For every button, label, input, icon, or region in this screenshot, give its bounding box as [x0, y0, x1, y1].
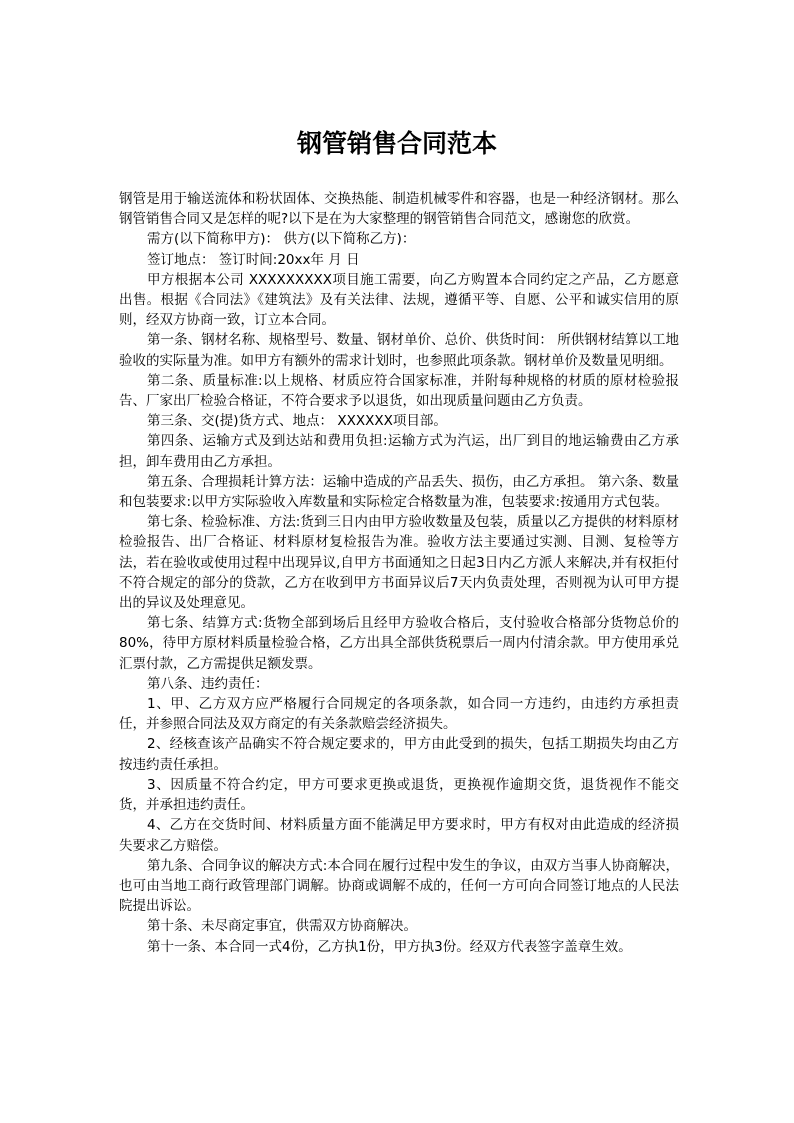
liability-item-1: 1、甲、乙方双方应严格履行合同规定的各项条款，如合同一方违约，由违约方承担责任，并参照合同法及双方商定的有关条款赔尝经济损失。	[119, 696, 679, 733]
signing-info-line: 签订地点： 签订时间:20xx年 月 日	[147, 251, 360, 268]
article-10-paragraph: 第十条、未尽商定事宜，供需双方协商解决。	[147, 918, 417, 935]
preamble-paragraph: 甲方根据本公司 XXXXXXXXX项目施工需要，向乙方购置本合同约定之产品，乙方愿意出售。根据《合同法》《建筑法》及有关法律、法规，遵循平等、自愿、公平和诚实信用的原则，经双方协商一致，订立本合同。	[119, 271, 679, 329]
article-3-paragraph: 第三条、交(提)货方式、地点： XXXXXX项目部。	[147, 413, 447, 430]
intro-paragraph: 钢管是用于输送流体和粉状固体、交换热能、制造机械零件和容器，也是一种经济钢材。那么钢管销售合同又是怎样的呢?以下是在为大家整理的钢管销售合同范文，感谢您的欣赏。	[119, 191, 679, 228]
article-5-6-paragraph: 第五条、合理损耗计算方法：运输中造成的产品丢失、损伤，由乙方承担。 第六条、数量和包装要求:以甲方实际验收入库数量和实际检定合格数量为准，包装要求:按通用方式包装。	[119, 473, 679, 511]
article-2-paragraph: 第二条、质量标准:以上规格、材质应符合国家标准，并附每种规格的材质的原材检验报告、厂家出厂检验合格证，不符合要求予以退货，如出现质量问题由乙方负责。	[119, 372, 679, 410]
liability-item-2: 2、经核查该产品确实不符合规定要求的，甲方由此受到的损失，包括工期损失均由乙方按违约责任承担。	[119, 736, 679, 773]
liability-item-4: 4、乙方在交货时间、材料质量方面不能满足甲方要求时，甲方有权对由此造成的经济损失要求乙方赔偿。	[119, 817, 679, 854]
parties-line: 需方(以下简称甲方)： 供方(以下简称乙方)：	[147, 231, 416, 248]
page-title: 钢管销售合同范本	[296, 129, 497, 158]
article-11-paragraph: 第十一条、本合同一式4份，乙方执1份，甲方执3份。经双方代表签字盖章生效。	[147, 938, 632, 955]
article-7-inspection-paragraph: 第七条、检验标准、方法:货到三日内由甲方验收数量及包装，质量以乙方提供的材料原材检验报告、出厂合格证、材料原材复检报告为准。验收方法主要通过实测、目测、复检等方法，若在验收或使用过程中出现异议,自甲方书面通知之日起3日内乙方派人来解决,并有权拒付不符合规定的部分的贷款，乙方在收到甲方书面异议后7天内负责处理，否则视为认可甲方提出的异议及处理意见。	[119, 514, 679, 612]
article-7-settlement-paragraph: 第七条、结算方式:货物全部到场后且经甲方验收合格后，支付验收合格部分货物总价的80%，待甲方原材料质量检验合格，乙方出具全部供货税票后一周内付清余款。甲方使用承兑汇票付款，乙方需提供足额发票。	[119, 615, 679, 672]
liability-item-3: 3、因质量不符合约定，甲方可要求更换或退货，更换视作逾期交货，退货视作不能交货，并承担违约责任。	[119, 776, 679, 814]
article-1-paragraph: 第一条、钢材名称、规格型号、数量、钢材单价、总价、供货时间： 所供钢材结算以工地验收的实际量为准。如甲方有额外的需求计划时，也参照此项条款。钢材单价及数量见明细。	[119, 332, 679, 369]
article-8-heading: 第八条、违约责任：	[147, 675, 269, 692]
contract-body	[119, 189, 679, 957]
article-4-paragraph: 第四条、运输方式及到达站和费用负担:运输方式为汽运，出厂到目的地运输费由乙方承担，卸车费用由乙方承担。	[119, 433, 679, 470]
article-9-paragraph: 第九条、合同争议的解决方式:本合同在履行过程中发生的争议，由双方当事人协商解决，也可由当地工商行政管理部门调解。协商或调解不成的，任何一方可向合同签订地点的人民法院提出诉讼。	[119, 857, 679, 915]
